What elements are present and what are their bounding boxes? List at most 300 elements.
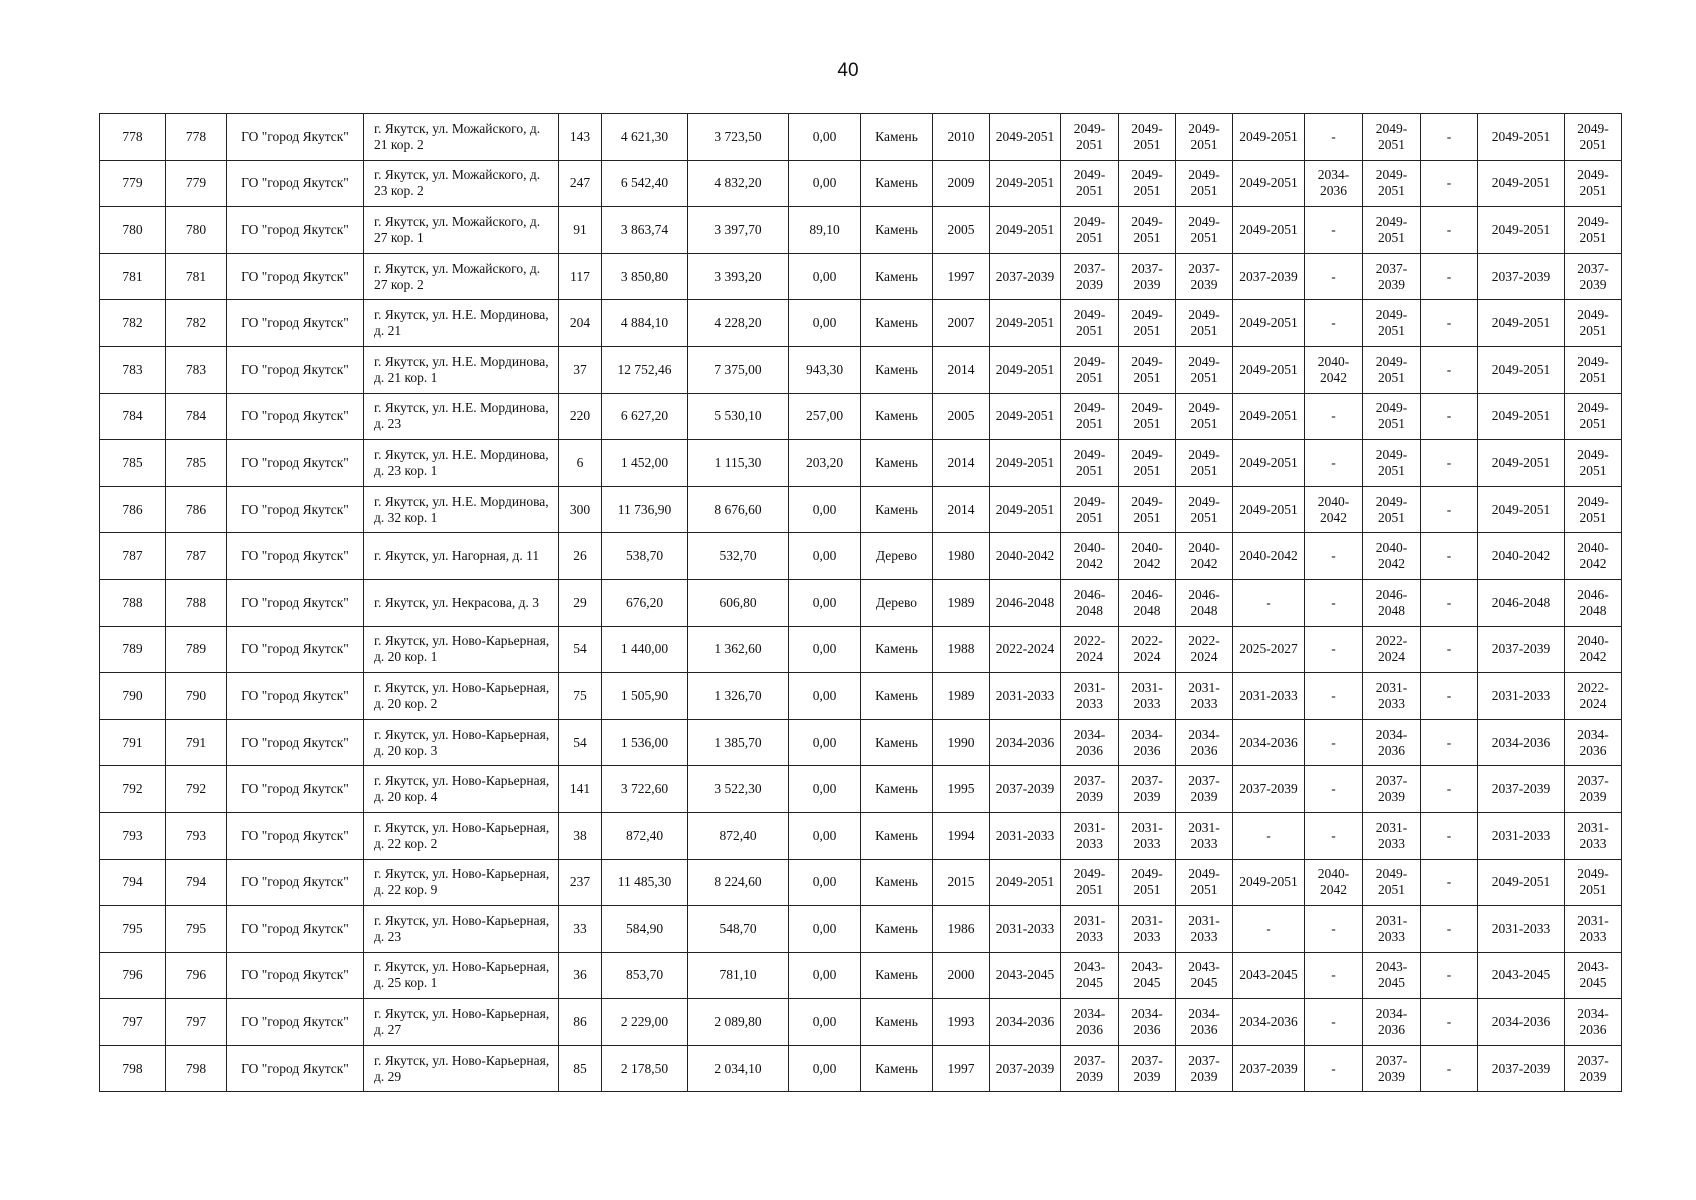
period-cell: 2049-2051 [1233,486,1305,533]
total-area-cell: 11 485,30 [602,859,688,906]
period-cell: 2037-2039 [1565,1045,1622,1092]
municipality-cell: ГО "город Якутск" [227,393,364,440]
period-cell: 2049-2051 [1119,859,1176,906]
residents-count-cell: 36 [559,952,602,999]
period-cell: 2049-2051 [1119,346,1176,393]
period-cell: 2049-2051 [1363,300,1421,347]
nonresidential-area-cell: 0,00 [789,906,861,953]
period-cell: 2040-2042 [1176,533,1233,580]
residents-count-cell: 37 [559,346,602,393]
table-row [100,812,1622,859]
wall-material-cell: Камень [861,1045,933,1092]
period-cell: 2046-2048 [1061,579,1119,626]
total-area-cell: 872,40 [602,812,688,859]
period-cell: 2040-2042 [1305,859,1363,906]
period-cell: 2049-2051 [1233,114,1305,161]
period-cell: 2022-2024 [1061,626,1119,673]
build-year-cell: 1980 [933,533,990,580]
wall-material-cell: Камень [861,626,933,673]
residential-area-cell: 3 522,30 [688,766,789,813]
period-cell: 2049-2051 [1363,160,1421,207]
period-cell: 2037-2039 [1233,253,1305,300]
period-cell: 2049-2051 [1061,440,1119,487]
total-area-cell: 1 452,00 [602,440,688,487]
register-number-cell: 781 [166,253,227,300]
period-cell: - [1305,253,1363,300]
period-cell: 2046-2048 [1565,579,1622,626]
municipality-cell: ГО "город Якутск" [227,114,364,161]
residential-area-cell: 532,70 [688,533,789,580]
municipality-cell: ГО "город Якутск" [227,626,364,673]
row-number-cell: 782 [100,300,166,347]
nonresidential-area-cell: 0,00 [789,999,861,1046]
wall-material-cell: Камень [861,253,933,300]
wall-material-cell: Дерево [861,579,933,626]
municipality-cell: ГО "город Якутск" [227,766,364,813]
table-row [100,160,1622,207]
table-row [100,440,1622,487]
period-cell: 2049-2051 [1233,160,1305,207]
period-cell: 2031-2033 [1176,906,1233,953]
table-row [100,626,1622,673]
period-cell: 2049-2051 [1233,393,1305,440]
residential-area-cell: 606,80 [688,579,789,626]
period-cell: - [1421,952,1478,999]
register-number-cell: 794 [166,859,227,906]
period-cell: 2022-2024 [1363,626,1421,673]
period-cell: - [1421,766,1478,813]
register-number-cell: 792 [166,766,227,813]
build-year-cell: 1993 [933,999,990,1046]
period-cell: 2049-2051 [1061,859,1119,906]
period-cell: 2040-2042 [1305,346,1363,393]
period-cell: 2043-2045 [1363,952,1421,999]
municipality-cell: ГО "город Якутск" [227,440,364,487]
period-cell: 2037-2039 [1176,253,1233,300]
table-row [100,253,1622,300]
nonresidential-area-cell: 0,00 [789,812,861,859]
period-cell: - [1233,579,1305,626]
nonresidential-area-cell: 0,00 [789,253,861,300]
row-number-cell: 798 [100,1045,166,1092]
nonresidential-area-cell: 0,00 [789,766,861,813]
period-cell: 2037-2039 [1119,253,1176,300]
residents-count-cell: 54 [559,626,602,673]
period-cell: - [1421,160,1478,207]
period-cell: - [1305,393,1363,440]
address-cell: г. Якутск, ул. Нагорная, д. 11 [364,533,559,580]
total-area-cell: 1 440,00 [602,626,688,673]
period-cell: 2043-2045 [990,952,1061,999]
period-cell: 2034-2036 [1119,719,1176,766]
row-number-cell: 790 [100,673,166,720]
build-year-cell: 1989 [933,579,990,626]
nonresidential-area-cell: 203,20 [789,440,861,487]
row-number-cell: 780 [100,207,166,254]
register-number-cell: 793 [166,812,227,859]
table-row [100,952,1622,999]
residential-area-cell: 1 326,70 [688,673,789,720]
period-cell: 2031-2033 [1363,812,1421,859]
period-cell: 2031-2033 [990,812,1061,859]
total-area-cell: 4 621,30 [602,114,688,161]
period-cell: 2049-2051 [1176,440,1233,487]
period-cell: 2034-2036 [1233,719,1305,766]
table-row [100,393,1622,440]
period-cell: 2040-2042 [990,533,1061,580]
address-cell: г. Якутск, ул. Ново-Карьерная, д. 27 [364,999,559,1046]
address-cell: г. Якутск, ул. Ново-Карьерная, д. 20 кор. 1 [364,626,559,673]
residents-count-cell: 86 [559,999,602,1046]
total-area-cell: 1 536,00 [602,719,688,766]
period-cell: 2043-2045 [1061,952,1119,999]
period-cell: 2040-2042 [1565,626,1622,673]
row-number-cell: 789 [100,626,166,673]
period-cell: 2049-2051 [1363,859,1421,906]
period-cell: 2034-2036 [1565,719,1622,766]
row-number-cell: 783 [100,346,166,393]
period-cell: 2049-2051 [1363,486,1421,533]
period-cell: 2034-2036 [990,999,1061,1046]
period-cell: 2034-2036 [1478,999,1565,1046]
total-area-cell: 6 542,40 [602,160,688,207]
address-cell: г. Якутск, ул. Некрасова, д. 3 [364,579,559,626]
nonresidential-area-cell: 0,00 [789,486,861,533]
row-number-cell: 791 [100,719,166,766]
wall-material-cell: Камень [861,207,933,254]
period-cell: 2049-2051 [1119,486,1176,533]
period-cell: 2043-2045 [1176,952,1233,999]
period-cell: - [1305,673,1363,720]
period-cell: 2031-2033 [1176,812,1233,859]
residents-count-cell: 85 [559,1045,602,1092]
municipality-cell: ГО "город Якутск" [227,673,364,720]
build-year-cell: 2014 [933,346,990,393]
period-cell: 2049-2051 [1478,300,1565,347]
table-row [100,207,1622,254]
period-cell: - [1421,626,1478,673]
build-year-cell: 2005 [933,393,990,440]
period-cell: 2031-2033 [990,906,1061,953]
period-cell: 2049-2051 [1176,160,1233,207]
period-cell: 2049-2051 [1119,300,1176,347]
period-cell: - [1305,999,1363,1046]
register-number-cell: 797 [166,999,227,1046]
period-cell: 2049-2051 [990,393,1061,440]
register-number-cell: 783 [166,346,227,393]
address-cell: г. Якутск, ул. Можайского, д. 23 кор. 2 [364,160,559,207]
residents-count-cell: 117 [559,253,602,300]
wall-material-cell: Дерево [861,533,933,580]
period-cell: 2046-2048 [1478,579,1565,626]
period-cell: - [1305,1045,1363,1092]
address-cell: г. Якутск, ул. Можайского, д. 27 кор. 1 [364,207,559,254]
build-year-cell: 2000 [933,952,990,999]
period-cell: - [1421,300,1478,347]
period-cell: 2031-2033 [1176,673,1233,720]
period-cell: 2037-2039 [1478,766,1565,813]
period-cell: 2049-2051 [1363,207,1421,254]
wall-material-cell: Камень [861,393,933,440]
total-area-cell: 4 884,10 [602,300,688,347]
period-cell: - [1421,393,1478,440]
period-cell: 2034-2036 [1119,999,1176,1046]
wall-material-cell: Камень [861,812,933,859]
period-cell: 2034-2036 [1061,719,1119,766]
table-row [100,300,1622,347]
period-cell: 2049-2051 [990,440,1061,487]
period-cell: 2037-2039 [1061,766,1119,813]
residential-area-cell: 781,10 [688,952,789,999]
register-number-cell: 784 [166,393,227,440]
period-cell: 2040-2042 [1305,486,1363,533]
table-row [100,114,1622,161]
period-cell: 2049-2051 [1478,486,1565,533]
build-year-cell: 2010 [933,114,990,161]
period-cell: 2037-2039 [1233,766,1305,813]
residents-count-cell: 91 [559,207,602,254]
housing-registry-table [99,113,1622,1092]
period-cell: 2034-2036 [990,719,1061,766]
address-cell: г. Якутск, ул. Н.Е. Мординова, д. 32 кор. 1 [364,486,559,533]
period-cell: 2037-2039 [1363,253,1421,300]
period-cell: 2049-2051 [1363,114,1421,161]
period-cell: - [1305,579,1363,626]
address-cell: г. Якутск, ул. Ново-Карьерная, д. 20 кор. 3 [364,719,559,766]
residents-count-cell: 33 [559,906,602,953]
municipality-cell: ГО "город Якутск" [227,1045,364,1092]
period-cell: 2034-2036 [1233,999,1305,1046]
period-cell: 2040-2042 [1478,533,1565,580]
period-cell: - [1305,719,1363,766]
period-cell: 2037-2039 [1176,1045,1233,1092]
nonresidential-area-cell: 0,00 [789,719,861,766]
period-cell: 2049-2051 [1061,160,1119,207]
register-number-cell: 788 [166,579,227,626]
period-cell: 2046-2048 [1119,579,1176,626]
period-cell: 2049-2051 [1061,300,1119,347]
page-number: 40 [837,60,859,81]
period-cell: 2049-2051 [1233,440,1305,487]
period-cell: 2049-2051 [990,160,1061,207]
register-number-cell: 786 [166,486,227,533]
period-cell: - [1305,207,1363,254]
period-cell: - [1421,1045,1478,1092]
residential-area-cell: 1 385,70 [688,719,789,766]
address-cell: г. Якутск, ул. Можайского, д. 27 кор. 2 [364,253,559,300]
period-cell: - [1421,579,1478,626]
period-cell: 2049-2051 [1061,346,1119,393]
period-cell: 2031-2033 [1119,812,1176,859]
period-cell: 2031-2033 [990,673,1061,720]
period-cell: 2049-2051 [1565,207,1622,254]
table-row [100,1045,1622,1092]
total-area-cell: 853,70 [602,952,688,999]
address-cell: г. Якутск, ул. Ново-Карьерная, д. 20 кор. 4 [364,766,559,813]
period-cell: - [1421,253,1478,300]
nonresidential-area-cell: 0,00 [789,673,861,720]
residents-count-cell: 143 [559,114,602,161]
period-cell: 2049-2051 [1565,486,1622,533]
municipality-cell: ГО "город Якутск" [227,346,364,393]
build-year-cell: 1994 [933,812,990,859]
row-number-cell: 795 [100,906,166,953]
row-number-cell: 785 [100,440,166,487]
period-cell: - [1421,859,1478,906]
period-cell: - [1305,626,1363,673]
row-number-cell: 786 [100,486,166,533]
period-cell: - [1305,440,1363,487]
period-cell: 2034-2036 [1363,999,1421,1046]
register-number-cell: 798 [166,1045,227,1092]
register-number-cell: 782 [166,300,227,347]
period-cell: 2022-2024 [990,626,1061,673]
residents-count-cell: 237 [559,859,602,906]
nonresidential-area-cell: 89,10 [789,207,861,254]
period-cell: 2037-2039 [1478,626,1565,673]
period-cell: 2037-2039 [1233,1045,1305,1092]
row-number-cell: 788 [100,579,166,626]
period-cell: 2022-2024 [1119,626,1176,673]
period-cell: 2037-2039 [1061,1045,1119,1092]
period-cell: 2037-2039 [1119,1045,1176,1092]
wall-material-cell: Камень [861,440,933,487]
period-cell: 2049-2051 [990,346,1061,393]
period-cell: 2049-2051 [990,300,1061,347]
period-cell: 2049-2051 [990,114,1061,161]
period-cell: - [1421,673,1478,720]
row-number-cell: 792 [100,766,166,813]
register-number-cell: 795 [166,906,227,953]
municipality-cell: ГО "город Якутск" [227,999,364,1046]
period-cell: 2031-2033 [1119,906,1176,953]
wall-material-cell: Камень [861,859,933,906]
register-number-cell: 785 [166,440,227,487]
period-cell: 2034-2036 [1176,999,1233,1046]
build-year-cell: 2014 [933,440,990,487]
period-cell: - [1421,999,1478,1046]
period-cell: - [1421,114,1478,161]
period-cell: 2031-2033 [1061,906,1119,953]
wall-material-cell: Камень [861,300,933,347]
period-cell: - [1421,440,1478,487]
period-cell: 2049-2051 [1565,346,1622,393]
residents-count-cell: 38 [559,812,602,859]
period-cell: 2049-2051 [1478,114,1565,161]
build-year-cell: 1989 [933,673,990,720]
build-year-cell: 1990 [933,719,990,766]
total-area-cell: 3 850,80 [602,253,688,300]
residential-area-cell: 3 393,20 [688,253,789,300]
municipality-cell: ГО "город Якутск" [227,952,364,999]
period-cell: 2043-2045 [1565,952,1622,999]
period-cell: 2046-2048 [1363,579,1421,626]
row-number-cell: 779 [100,160,166,207]
period-cell: 2031-2033 [1565,812,1622,859]
period-cell: 2031-2033 [1478,906,1565,953]
residential-area-cell: 548,70 [688,906,789,953]
municipality-cell: ГО "город Якутск" [227,300,364,347]
municipality-cell: ГО "город Якутск" [227,859,364,906]
row-number-cell: 796 [100,952,166,999]
register-number-cell: 780 [166,207,227,254]
period-cell: 2049-2051 [1363,346,1421,393]
total-area-cell: 676,20 [602,579,688,626]
period-cell: 2034-2036 [1565,999,1622,1046]
build-year-cell: 2009 [933,160,990,207]
total-area-cell: 11 736,90 [602,486,688,533]
period-cell: 2049-2051 [1565,859,1622,906]
nonresidential-area-cell: 943,30 [789,346,861,393]
period-cell: 2049-2051 [1176,300,1233,347]
address-cell: г. Якутск, ул. Ново-Карьерная, д. 29 [364,1045,559,1092]
nonresidential-area-cell: 0,00 [789,1045,861,1092]
address-cell: г. Якутск, ул. Ново-Карьерная, д. 25 кор. 1 [364,952,559,999]
period-cell: 2037-2039 [1363,766,1421,813]
wall-material-cell: Камень [861,486,933,533]
period-cell: 2040-2042 [1363,533,1421,580]
table-row [100,719,1622,766]
total-area-cell: 584,90 [602,906,688,953]
period-cell: 2049-2051 [1176,393,1233,440]
total-area-cell: 1 505,90 [602,673,688,720]
period-cell: - [1305,533,1363,580]
municipality-cell: ГО "город Якутск" [227,253,364,300]
residents-count-cell: 75 [559,673,602,720]
period-cell: 2037-2039 [1363,1045,1421,1092]
period-cell: 2049-2051 [1565,393,1622,440]
period-cell: 2049-2051 [1119,160,1176,207]
total-area-cell: 2 229,00 [602,999,688,1046]
table-row [100,906,1622,953]
address-cell: г. Якутск, ул. Н.Е. Мординова, д. 23 кор. 1 [364,440,559,487]
address-cell: г. Якутск, ул. Можайского, д. 21 кор. 2 [364,114,559,161]
table-row [100,579,1622,626]
build-year-cell: 1995 [933,766,990,813]
register-number-cell: 796 [166,952,227,999]
period-cell: 2049-2051 [1565,160,1622,207]
build-year-cell: 2007 [933,300,990,347]
residential-area-cell: 7 375,00 [688,346,789,393]
residents-count-cell: 29 [559,579,602,626]
period-cell: - [1305,300,1363,347]
period-cell: - [1233,906,1305,953]
wall-material-cell: Камень [861,160,933,207]
table-row [100,999,1622,1046]
period-cell: 2037-2039 [990,766,1061,813]
period-cell: 2049-2051 [1176,346,1233,393]
residential-area-cell: 2 034,10 [688,1045,789,1092]
nonresidential-area-cell: 0,00 [789,533,861,580]
period-cell: 2037-2039 [1478,253,1565,300]
table-row [100,486,1622,533]
row-number-cell: 787 [100,533,166,580]
period-cell: 2049-2051 [1119,207,1176,254]
residents-count-cell: 300 [559,486,602,533]
period-cell: 2043-2045 [1119,952,1176,999]
period-cell: 2037-2039 [1565,253,1622,300]
period-cell: - [1421,719,1478,766]
period-cell: 2049-2051 [1565,440,1622,487]
register-number-cell: 791 [166,719,227,766]
period-cell: 2034-2036 [1176,719,1233,766]
wall-material-cell: Камень [861,999,933,1046]
address-cell: г. Якутск, ул. Н.Е. Мординова, д. 21 кор. 1 [364,346,559,393]
nonresidential-area-cell: 257,00 [789,393,861,440]
period-cell: 2034-2036 [1305,160,1363,207]
period-cell: 2049-2051 [1478,440,1565,487]
period-cell: - [1421,486,1478,533]
